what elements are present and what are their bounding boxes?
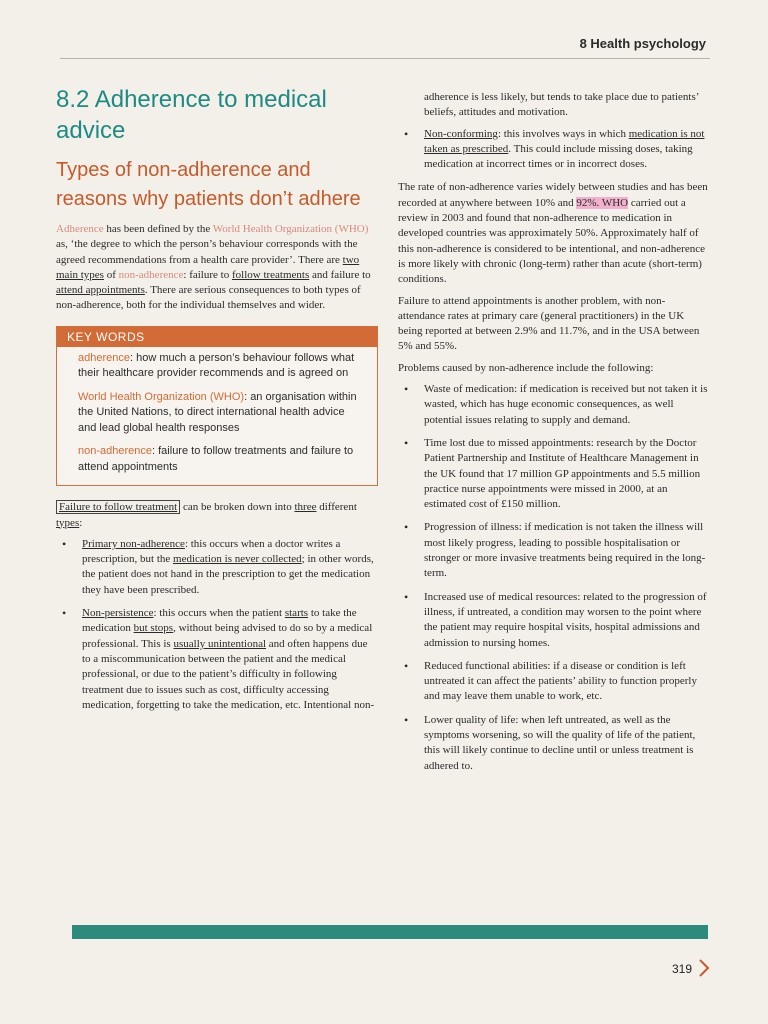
type-text: to take the medication — [82, 607, 357, 635]
breakdown-underlined: types — [56, 516, 80, 529]
subsection-title: Types of non-adherence and reasons why patients don’t adhere — [56, 159, 361, 210]
type-underlined: but stops — [133, 622, 174, 635]
intro-text: . There are serious consequences to both types of non-adherence, both for the individual themselves and wider. — [56, 284, 361, 312]
type-text: : this involves ways in which — [497, 127, 629, 140]
rate-paragraph — [398, 180, 710, 287]
type-text: . This could include missing doses, taking medication at incorrect times or in incorrect doses. — [424, 142, 693, 171]
boxed-phrase: Failure to follow treatment — [56, 500, 180, 514]
intro-text: and failure to — [309, 268, 371, 281]
type-term: Primary non-adherence — [82, 537, 185, 550]
chapter-heading: 8 Health psychology — [579, 36, 706, 51]
rate-text: carried out a review in 2003 and found that non-adherence to medication in developed countries was approximately 50%. Approximately half of this non-adherence is considered to be intentional, and non-adherence is more likely with chronic (long-term) rather than acute (short-term) conditions. — [398, 196, 705, 286]
intro-text: has been defined by the — [103, 223, 213, 235]
problems-list — [398, 382, 710, 774]
key-word-definition: : how much a person’s behaviour follows what their healthcare provider recommends and is agreed on — [78, 351, 355, 380]
key-word-definition: : an organisation within the United Nations, to direct international health advice and lead global health responses — [78, 390, 357, 434]
intro-underlined: two main types — [56, 253, 360, 281]
key-word-definition: : failure to follow treatments and failure to attend appointments — [78, 445, 354, 473]
intro-text: as, ‘the degree to which the person’s behaviour corresponds with the agreed recommendations from a health care provider’. There are — [56, 238, 358, 266]
intro-underlined: attend appointments — [56, 284, 145, 297]
type-text: : this occurs when a doctor writes a prescription, but the — [82, 537, 341, 566]
type-underlined: starts — [284, 607, 309, 620]
type-term: Non-persistence — [82, 607, 154, 620]
section-title: 8.2 Adherence to medical advice — [56, 86, 327, 144]
breakdown-text: different — [316, 501, 357, 514]
breakdown-text: : — [79, 516, 83, 529]
breakdown-underlined: three — [294, 501, 317, 514]
continued-paragraph: adherence is less likely, but tends to take place due to patients’ beliefs, attitudes and motivation. — [424, 91, 699, 119]
intro-text: : failure to — [183, 268, 232, 281]
non-adherence-types-list — [56, 537, 378, 713]
intro-underlined: follow treatments — [231, 268, 310, 281]
key-word-term: non-adherence — [78, 445, 153, 458]
list-item — [56, 606, 378, 713]
type-underlined: medication is not taken as prescribed — [424, 127, 705, 155]
type-term: Non-conforming — [424, 127, 498, 140]
type-underlined: usually unintentional — [173, 637, 267, 650]
key-word-entry — [57, 440, 377, 485]
intro-paragraph — [56, 222, 378, 314]
list-item — [56, 537, 378, 598]
term-who: World Health Organization (WHO) — [212, 223, 369, 235]
key-word-entry — [57, 386, 377, 441]
key-words-box — [56, 326, 378, 487]
key-words-title: KEY WORDS — [57, 327, 377, 347]
chevron-right-icon — [698, 958, 710, 978]
list-item: • Increased use of medical resources: related to the progression of illness, if untreated, a condition may worsen to the point where the patient may require hospital visits, hospital admissions and admission to nursing homes. — [398, 590, 710, 651]
type-text: ; in other words, the patient does not hand in the prescription to get the medication they have been prescribed. — [82, 553, 374, 596]
intro-text: of — [103, 268, 119, 281]
appointments-paragraph: Failure to attend appointments is another problem, with non-attendance rates at primary care (general practitioners) in the UK being reported at between 2.9% and 11.7%, and in the USA between 5% and 55%. — [398, 294, 700, 353]
term-adherence: Adherence — [56, 223, 104, 235]
type-text: and often happens due to a miscommunication between the patient and the medical professional, or due to the patient’s difficulty in following treatment due to issues such as cost, difficulty accessing medication, forgetting to take the medication, etc. Intentional non- — [82, 637, 375, 711]
key-word-term: World Health Organization (WHO) — [78, 390, 245, 403]
breakdown-text: can be broken down into — [180, 501, 295, 514]
footer-bar — [72, 925, 708, 939]
left-column — [56, 84, 378, 721]
type-text: : this occurs when the patient — [153, 607, 285, 620]
non-conforming-list — [398, 127, 710, 173]
key-word-entry — [57, 347, 377, 386]
rate-text: The rate of non-adherence varies widely between studies and has been recorded at anywhere between 10% and — [398, 181, 708, 209]
list-item — [398, 127, 710, 173]
list-item: • Lower quality of life: when left untreated, as well as the symptoms worsening, so will the quality of life of the patient, this will likely continue to decline until or unless treatment is adhered to. — [398, 713, 710, 774]
highlighted-text: 92%. WHO — [576, 196, 629, 209]
problems-intro: Problems caused by non-adherence include the following: — [398, 361, 654, 374]
type-text: , without being advised to do so by a medical professional. This is — [82, 622, 373, 650]
term-non-adherence: non-adherence — [118, 268, 184, 281]
list-item: • Time lost due to missed appointments: research by the Doctor Patient Partnership and Institute of Healthcare Management in the UK found that 17 million GP appointments and 5.5 million practice nurse appointments were missed in 2000, at an estimated cost of £150 million. — [398, 436, 710, 512]
type-underlined: medication is never collected — [173, 553, 302, 566]
right-column — [398, 90, 710, 782]
key-word-term: adherence — [78, 351, 130, 364]
list-item: • Waste of medication: if medication is received but not taken it is wasted, which has huge economic consequences, as well potential issues relating to supply and demand. — [398, 382, 710, 428]
header-rule — [60, 58, 710, 59]
list-item: • Progression of illness: if medication is not taken the illness will most likely progress, leading to possible hospitalisation or stronger or more invasive treatments being required in the long-term. — [398, 520, 710, 581]
page-number: 319 — [672, 962, 693, 976]
breakdown-paragraph — [56, 500, 378, 531]
list-item: • Reduced functional abilities: if a disease or condition is left untreated it can affect the patients’ ability to function properly and may leave them unable to work, etc. — [398, 659, 710, 705]
